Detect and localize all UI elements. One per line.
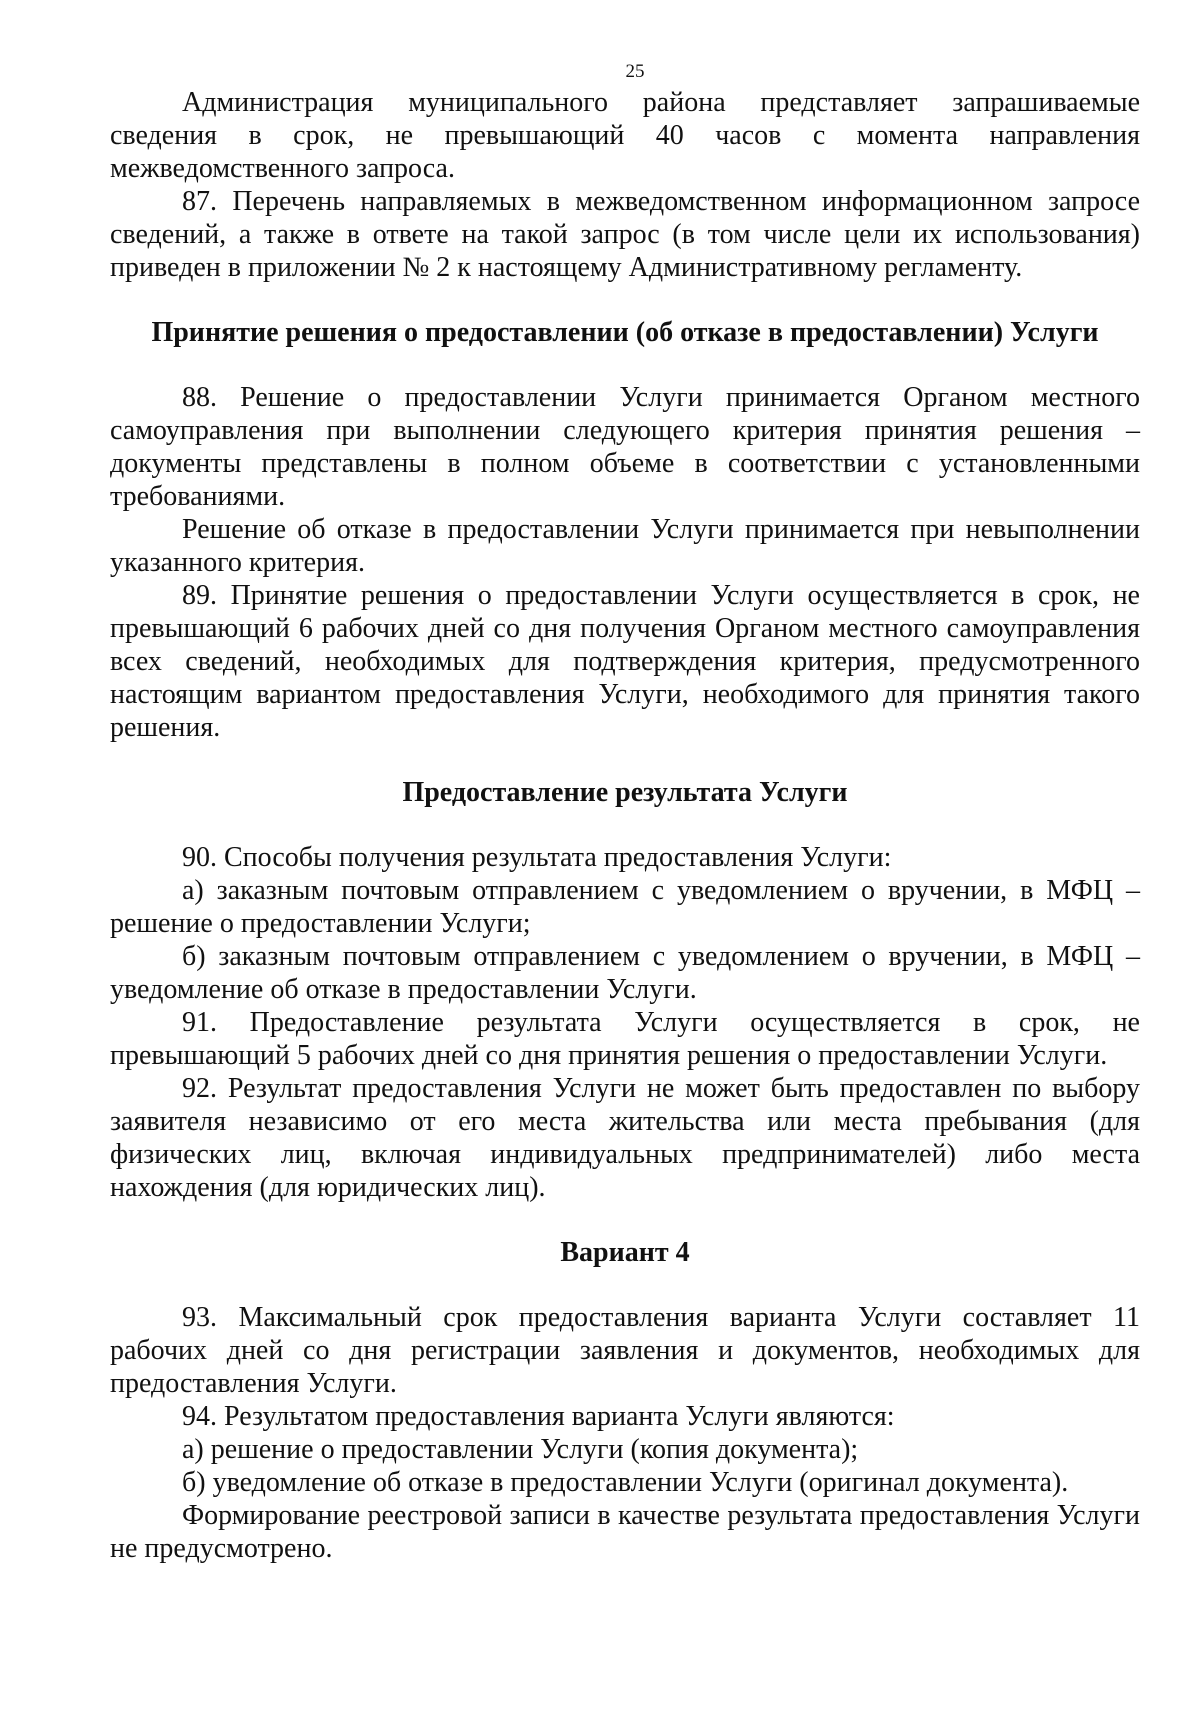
paragraph-90: 90. Способы получения результата предоставления Услуги: (182, 842, 892, 873)
paragraph-admin-response: Администрация муниципального района представляет запрашиваемые сведения в срок, не превышающий 40 часов с момента направления межведомственного запроса. (110, 87, 1140, 184)
paragraph-94-b: б) уведомление об отказе в предоставлении Услуги (оригинал документа). (182, 1467, 1069, 1498)
paragraph-88: 88. Решение о предоставлении Услуги принимается Органом местного самоуправления при выполнении следующего критерия принятия решения – документы представлены в полном объеме в соответствии с установленными требованиями. (110, 382, 1140, 512)
section-heading-variant-4: Вариант 4 (560, 1237, 690, 1268)
paragraph-92: 92. Результат предоставления Услуги не может быть предоставлен по выбору заявителя независимо от его места жительства или места пребывания (для физических лиц, включая индивидуальных предпринимателей) либо места нахождения (для юридических лиц). (110, 1073, 1140, 1203)
paragraph-94: 94. Результатом предоставления варианта Услуги являются: (182, 1401, 895, 1432)
section-heading-result: Предоставление результата Услуги (402, 777, 848, 808)
paragraph-94-a: а) решение о предоставлении Услуги (копия документа); (182, 1434, 859, 1465)
paragraph-registry-record: Формирование реестровой записи в качестве результата предоставления Услуги не предусмотрено. (110, 1500, 1140, 1564)
paragraph-90-b: б) заказным почтовым отправлением с уведомлением о вручении, в МФЦ – уведомление об отказе в предоставлении Услуги. (110, 941, 1140, 1005)
section-heading-decision: Принятие решения о предоставлении (об отказе в предоставлении) Услуги (151, 317, 1099, 348)
paragraph-90-a: а) заказным почтовым отправлением с уведомлением о вручении, в МФЦ – решение о предоставлении Услуги; (110, 875, 1140, 939)
paragraph-89: 89. Принятие решения о предоставлении Услуги осуществляется в срок, не превышающий 6 рабочих дней со дня получения Органом местного самоуправления всех сведений, необходимых для подтверждения критерия, предусмотренного настоящим вариантом предоставления Услуги, необходимого для принятия такого решения. (110, 580, 1140, 743)
page-number: 25 (625, 61, 645, 82)
paragraph-refusal-decision: Решение об отказе в предоставлении Услуги принимается при невыполнении указанного критерия. (110, 514, 1140, 578)
paragraph-87: 87. Перечень направляемых в межведомственном информационном запросе сведений, а также в ответе на такой запрос (в том числе цели их использования) приведен в приложении № 2 к настоящему Административному регламенту. (110, 186, 1140, 283)
paragraph-91: 91. Предоставление результата Услуги осуществляется в срок, не превышающий 5 рабочих дней со дня принятия решения о предоставлении Услуги. (110, 1007, 1140, 1071)
paragraph-93: 93. Максимальный срок предоставления варианта Услуги составляет 11 рабочих дней со дня регистрации заявления и документов, необходимых для предоставления Услуги. (110, 1302, 1140, 1399)
